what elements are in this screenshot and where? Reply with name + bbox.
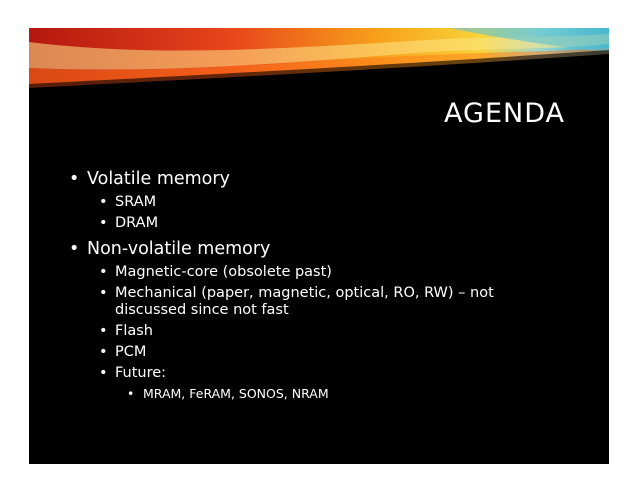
list-item-sram [87, 194, 569, 211]
list-item-future [87, 365, 569, 402]
item-label: MRAM, FeRAM, SONOS, NRAM [143, 386, 329, 401]
agenda-content [29, 168, 569, 408]
sublist-volatile [87, 194, 569, 232]
sublist-non-volatile [87, 264, 569, 402]
slide-title: AGENDA [444, 98, 565, 129]
item-label: Non-volatile memory [87, 239, 271, 259]
list-item-mechanical [87, 285, 569, 319]
item-label: Magnetic-core (obsolete past) [115, 264, 332, 280]
item-label: DRAM [115, 215, 159, 231]
sublist-future [115, 386, 569, 402]
list-item-future-tech [115, 386, 569, 402]
agenda-list [29, 168, 569, 402]
item-label: Volatile memory [87, 169, 230, 189]
list-item-volatile-memory [29, 168, 569, 232]
item-label: SRAM [115, 194, 157, 210]
item-label: PCM [115, 344, 147, 360]
slide [29, 28, 609, 464]
list-item-dram [87, 215, 569, 232]
list-item-non-volatile-memory [29, 238, 569, 402]
list-item-pcm [87, 344, 569, 361]
item-label: Mechanical (paper, magnetic, optical, RO, RW) – not discussed since not fast [115, 285, 494, 318]
item-label: Future: [115, 365, 167, 381]
list-item-magnetic-core [87, 264, 569, 281]
item-label: Flash [115, 323, 153, 339]
list-item-flash [87, 323, 569, 340]
